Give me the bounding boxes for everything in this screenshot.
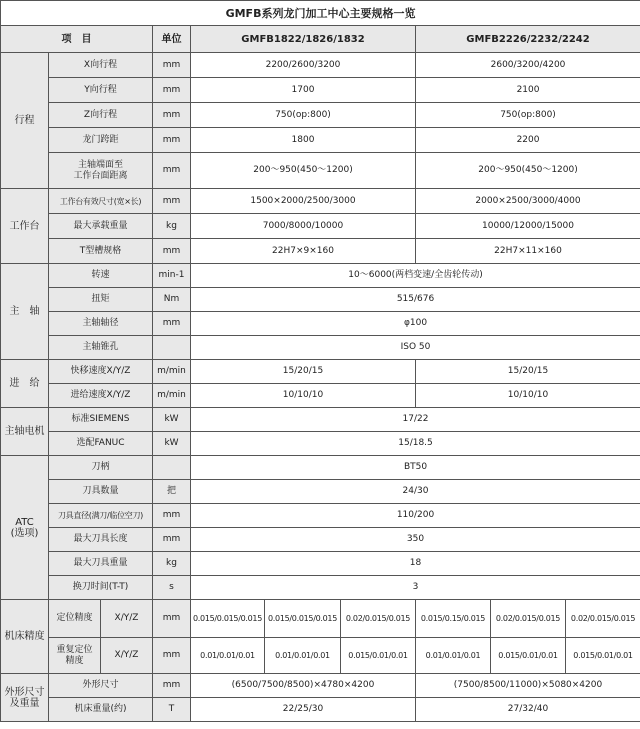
- row-unit: kW: [153, 408, 191, 432]
- value-cell: 0.02/0.015/0.015: [341, 600, 416, 638]
- row-unit: s: [153, 576, 191, 600]
- row-label: 工作台有效尺寸(宽×长): [49, 189, 153, 214]
- category-atc-line: ATC: [15, 516, 34, 528]
- value-model-b: 2000×2500/3000/4000: [416, 189, 640, 214]
- row-unit: mm: [153, 153, 191, 189]
- value-shared: 15/18.5: [191, 432, 640, 456]
- header-model-b: GMFB2226/2232/2242: [416, 26, 640, 53]
- row-label: 刀具直径(满刀/临位空刀): [49, 504, 153, 528]
- value-cell: 0.02/0.015/0.015: [491, 600, 566, 638]
- row-label: Y向行程: [49, 78, 153, 103]
- value-cell: 0.015/0.01/0.01: [566, 638, 640, 674]
- value-shared: 350: [191, 528, 640, 552]
- row-unit: mm: [153, 600, 191, 638]
- row-unit: m/min: [153, 384, 191, 408]
- value-cell: 0.015/0.015/0.015: [191, 600, 265, 638]
- row-unit: mm: [153, 674, 191, 698]
- value-shared: 18: [191, 552, 640, 576]
- value-cell: 0.01/0.01/0.01: [265, 638, 341, 674]
- value-cell: 0.02/0.015/0.015: [566, 600, 640, 638]
- category-feed: 进 给: [1, 360, 49, 408]
- value-shared: φ100: [191, 312, 640, 336]
- value-model-a: (6500/7500/8500)×4780×4200: [191, 674, 416, 698]
- row-unit: m/min: [153, 360, 191, 384]
- header-unit: 单位: [153, 26, 191, 53]
- row-label: 最大承载重量: [49, 214, 153, 239]
- row-unit: mm: [153, 239, 191, 264]
- row-label: 主轴锥孔: [49, 336, 153, 360]
- row-unit: kg: [153, 214, 191, 239]
- row-label: T型槽规格: [49, 239, 153, 264]
- row-unit: mm: [153, 128, 191, 153]
- row-unit: mm: [153, 103, 191, 128]
- row-label: 刀具数量: [49, 480, 153, 504]
- row-axes: X/Y/Z: [101, 638, 153, 674]
- value-cell: 0.01/0.01/0.01: [191, 638, 265, 674]
- row-label: 换刀时间(T-T): [49, 576, 153, 600]
- category-dimensions-line: 外形尺寸: [4, 686, 45, 698]
- value-model-b: (7500/8500/11000)×5080×4200: [416, 674, 640, 698]
- header-item: 项 目: [1, 26, 153, 53]
- value-cell: 0.015/0.15/0.015: [416, 600, 491, 638]
- value-shared: 10～6000(两档变速/全齿轮传动): [191, 264, 640, 288]
- value-model-b: 10/10/10: [416, 384, 640, 408]
- value-cell: 0.01/0.01/0.01: [416, 638, 491, 674]
- value-model-a: 1800: [191, 128, 416, 153]
- value-model-b: 27/32/40: [416, 698, 640, 722]
- category-travel: 行程: [1, 53, 49, 189]
- value-model-a: 15/20/15: [191, 360, 416, 384]
- row-unit: T: [153, 698, 191, 722]
- row-label: 进给速度X/Y/Z: [49, 384, 153, 408]
- value-model-a: 2200/2600/3200: [191, 53, 416, 78]
- value-shared: 110/200: [191, 504, 640, 528]
- row-label: 扭矩: [49, 288, 153, 312]
- value-shared: 17/22: [191, 408, 640, 432]
- row-unit: mm: [153, 528, 191, 552]
- row-label: X向行程: [49, 53, 153, 78]
- row-label: 标准SIEMENS: [49, 408, 153, 432]
- row-label: [49, 638, 101, 674]
- row-unit: mm: [153, 312, 191, 336]
- row-unit: kW: [153, 432, 191, 456]
- value-model-b: 15/20/15: [416, 360, 640, 384]
- value-model-a: 7000/8000/10000: [191, 214, 416, 239]
- row-label: 龙门跨距: [49, 128, 153, 153]
- value-shared: 3: [191, 576, 640, 600]
- row-label-line: 主轴端面至: [77, 159, 123, 170]
- row-label-line: 重复定位: [56, 644, 93, 655]
- value-model-b: 2600/3200/4200: [416, 53, 640, 78]
- row-label: 定位精度: [49, 600, 101, 638]
- row-unit: Nm: [153, 288, 191, 312]
- row-unit: mm: [153, 189, 191, 214]
- row-unit: [153, 456, 191, 480]
- row-unit: [153, 336, 191, 360]
- value-model-a: 22H7×9×160: [191, 239, 416, 264]
- value-model-b: 750(op:800): [416, 103, 640, 128]
- row-unit: mm: [153, 53, 191, 78]
- row-unit: 把: [153, 480, 191, 504]
- header-model-a: GMFB1822/1826/1832: [191, 26, 416, 53]
- category-motor: 主轴电机: [1, 408, 49, 456]
- value-model-b: 2200: [416, 128, 640, 153]
- row-label: 选配FANUC: [49, 432, 153, 456]
- value-model-a: 1500×2000/2500/3000: [191, 189, 416, 214]
- value-model-b: 200～950(450～1200): [416, 153, 640, 189]
- value-model-a: 750(op:800): [191, 103, 416, 128]
- value-shared: 24/30: [191, 480, 640, 504]
- value-model-b: 22H7×11×160: [416, 239, 640, 264]
- value-model-b: 2100: [416, 78, 640, 103]
- row-label: Z向行程: [49, 103, 153, 128]
- row-label: 最大刀具重量: [49, 552, 153, 576]
- row-label: 快移速度X/Y/Z: [49, 360, 153, 384]
- category-atc: [1, 456, 49, 600]
- value-cell: 0.015/0.01/0.01: [491, 638, 566, 674]
- row-label: [49, 153, 153, 189]
- row-label-line: 精度: [65, 655, 84, 666]
- row-label: 主轴轴径: [49, 312, 153, 336]
- category-atc-line: (选项): [10, 527, 39, 539]
- value-model-b: 10000/12000/15000: [416, 214, 640, 239]
- value-model-a: 22/25/30: [191, 698, 416, 722]
- value-shared: 515/676: [191, 288, 640, 312]
- category-worktable: 工作台: [1, 189, 49, 264]
- value-model-a: 200～950(450～1200): [191, 153, 416, 189]
- row-label: 最大刀具长度: [49, 528, 153, 552]
- row-unit: mm: [153, 638, 191, 674]
- row-label: 刀柄: [49, 456, 153, 480]
- row-unit: mm: [153, 504, 191, 528]
- value-model-a: 10/10/10: [191, 384, 416, 408]
- row-axes: X/Y/Z: [101, 600, 153, 638]
- value-cell: 0.015/0.01/0.01: [341, 638, 416, 674]
- value-model-a: 1700: [191, 78, 416, 103]
- category-precision: 机床精度: [1, 600, 49, 674]
- category-dimensions: [1, 674, 49, 722]
- table-title: GMFB系列龙门加工中心主要规格一览: [1, 1, 640, 26]
- row-unit: kg: [153, 552, 191, 576]
- row-label: 机床重量(约): [49, 698, 153, 722]
- value-cell: 0.015/0.015/0.015: [265, 600, 341, 638]
- value-shared: ISO 50: [191, 336, 640, 360]
- value-shared: BT50: [191, 456, 640, 480]
- row-label-line: 工作台面距离: [73, 170, 128, 181]
- row-unit: min-1: [153, 264, 191, 288]
- category-spindle: 主 轴: [1, 264, 49, 360]
- row-unit: mm: [153, 78, 191, 103]
- row-label: 外形尺寸: [49, 674, 153, 698]
- category-dimensions-line: 及重量: [9, 697, 40, 709]
- row-label: 转速: [49, 264, 153, 288]
